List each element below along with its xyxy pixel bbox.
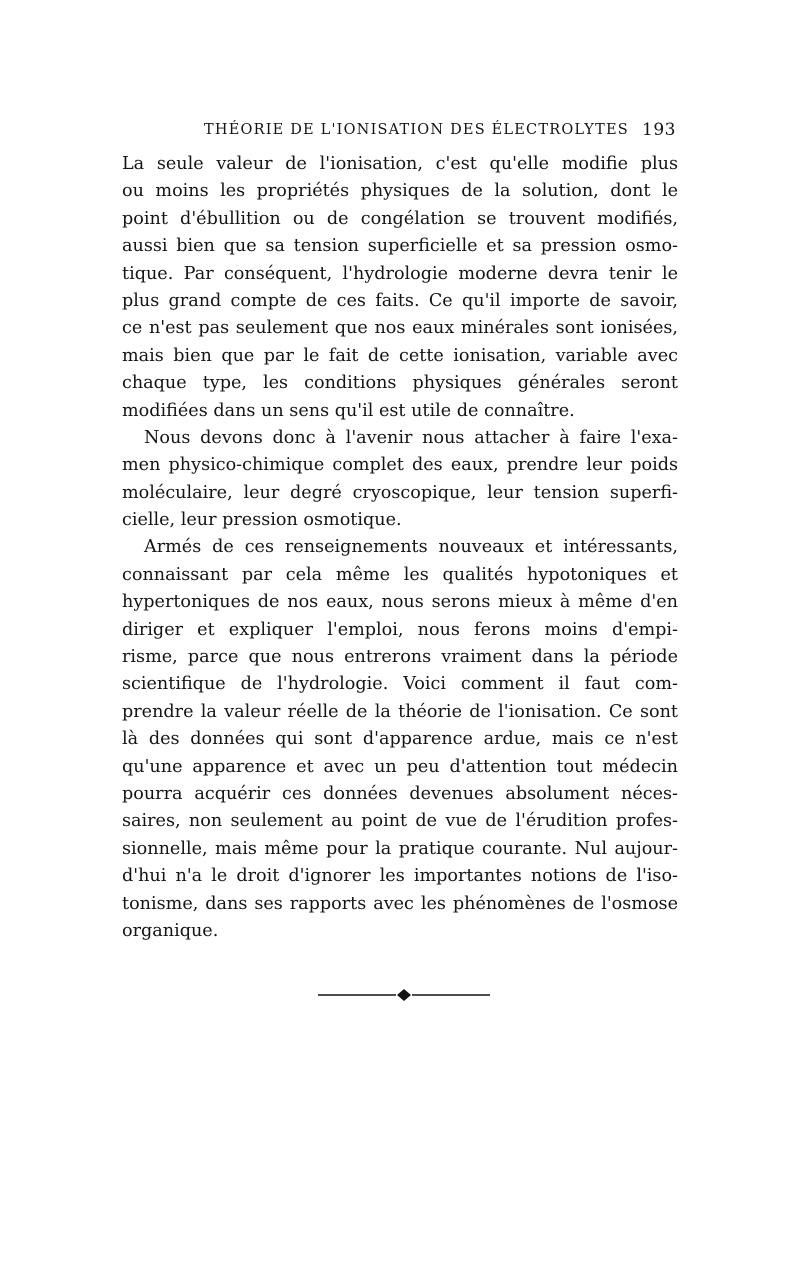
text-line: ou moins les propriétés physiques de la solution, dont le [122, 181, 678, 202]
running-header [204, 120, 676, 140]
text-line: chaque type, les conditions physiques générales seront [122, 373, 678, 394]
text-line: cielle, leur pression osmotique. [122, 510, 402, 531]
text-line: hypertoniques de nos eaux, nous serons mieux à même d'en [122, 592, 678, 613]
page-number: 193 [642, 120, 676, 140]
text-line: risme, parce que nous entrerons vraiment dans la période [122, 647, 678, 668]
body-text [122, 151, 678, 945]
text-line: mais bien que par le fait de cette ionisation, variable avec [122, 345, 678, 366]
text-line: Nous devons donc à l'avenir nous attacher à faire l'exa- [144, 427, 678, 448]
text-line: connaissant par cela même les qualités hypotoniques et [122, 564, 678, 585]
text-line: modifiées dans un sens qu'il est utile de connaître. [122, 400, 575, 421]
text-line: ce n'est pas seulement que nos eaux minérales sont ionisées, [122, 318, 678, 339]
text-line: plus grand compte de ces faits. Ce qu'il importe de savoir, [122, 290, 678, 311]
text-line: sionnelle, mais même pour la pratique courante. Nul aujour- [122, 838, 678, 859]
text-line: diriger et expliquer l'emploi, nous ferons moins d'empi- [122, 619, 678, 640]
text-line: La seule valeur de l'ionisation, c'est qu'elle modifie plus [122, 154, 678, 174]
running-title: THÉORIE DE L'IONISATION DES ÉLECTROLYTES [204, 122, 629, 138]
text-line: organique. [122, 920, 219, 941]
text-line: là des données qui sont d'apparence ardue, mais ce n'est [122, 729, 678, 750]
text-line: tonisme, dans ses rapports avec les phénomènes de l'osmose [122, 893, 678, 914]
ornament-diamond [397, 989, 411, 1001]
text-line: prendre la valeur réelle de la théorie de l'ionisation. Ce sont [122, 701, 678, 722]
text-line: d'hui n'a le droit d'ignorer les importantes notions de l'iso- [122, 866, 678, 887]
text-line: Armés de ces renseignements nouveaux et intéressants, [144, 537, 678, 558]
text-line: point d'ébullition ou de congélation se trouvent modifiés, [122, 208, 678, 229]
text-line: qu'une apparence et avec un peu d'attention tout médecin [122, 756, 678, 777]
end-ornament [318, 985, 490, 1005]
text-line: moléculaire, leur degré cryoscopique, leur tension superfi- [122, 482, 678, 503]
text-line: scientifique de l'hydrologie. Voici comment il faut com- [122, 674, 678, 695]
text-line: tique. Par conséquent, l'hydrologie moderne devra tenir le [122, 263, 678, 284]
text-line: aussi bien que sa tension superficielle et sa pression osmo- [122, 236, 678, 257]
text-line: men physico-chimique complet des eaux, prendre leur poids [122, 455, 678, 476]
text-line: pourra acquérir ces données devenues absolument néces- [122, 783, 678, 804]
text-line: saires, non seulement au point de vue de l'érudition profes- [122, 811, 678, 832]
